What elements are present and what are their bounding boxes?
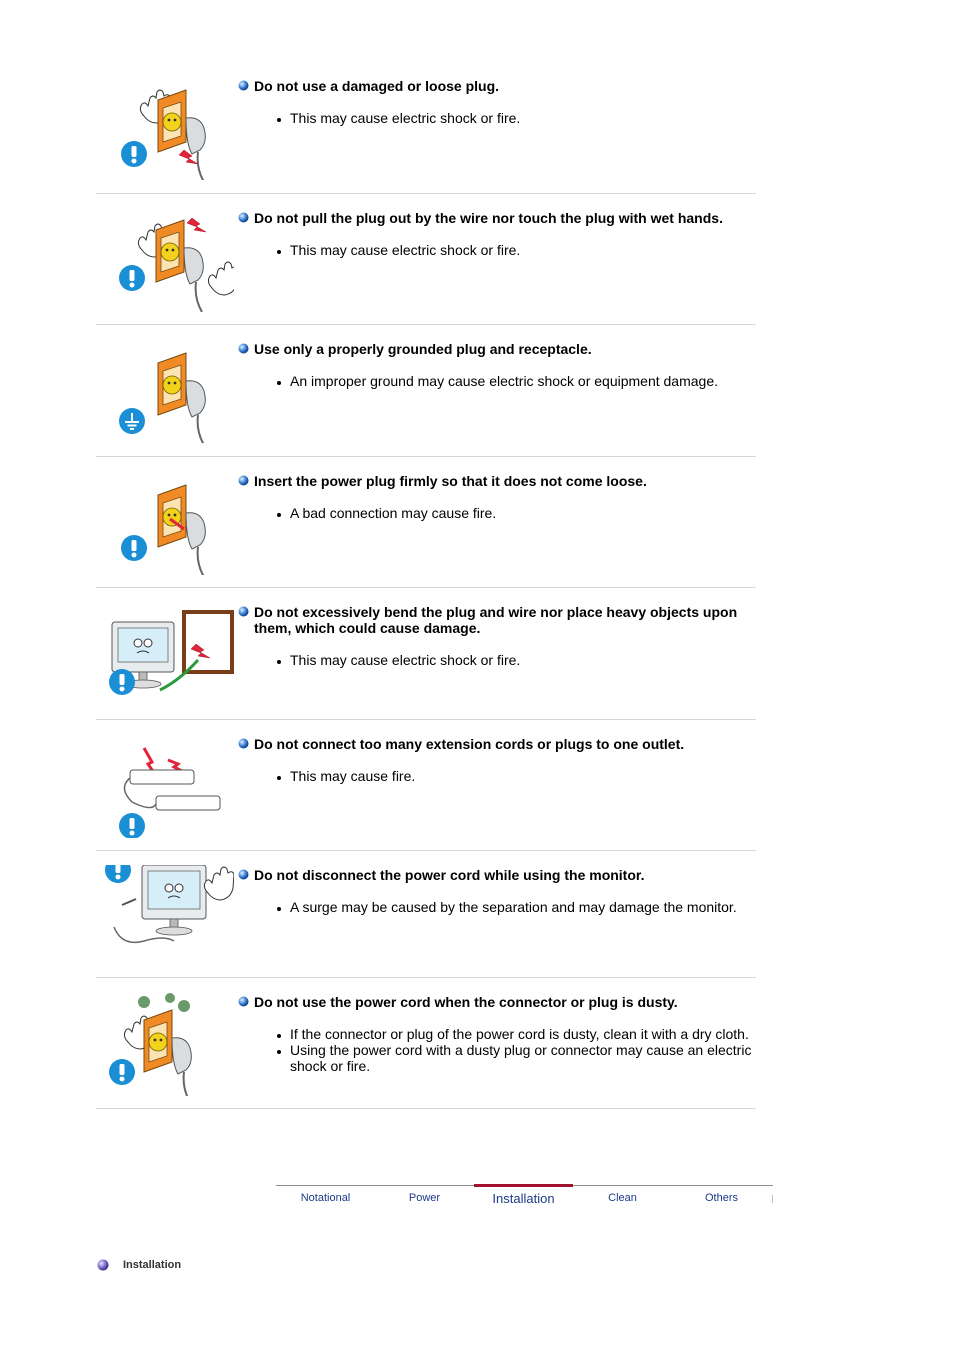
nav-tab-notational[interactable]: Notational (300, 1192, 351, 1204)
section-heading-text: Do not use the power cord when the connector or plug is dusty. (254, 994, 678, 1010)
bullet-list (238, 373, 756, 389)
blue-sphere-bullet-icon (238, 475, 249, 486)
nav-tab-installation[interactable]: Installation (474, 1184, 573, 1209)
wet-hands-plug-illustration (100, 208, 234, 312)
warning-exclamation-icon (119, 265, 145, 291)
section-content (238, 604, 756, 668)
section-heading-text: Do not pull the plug out by the wire nor touch the plug with wet hands. (254, 210, 723, 226)
section-content (238, 78, 756, 126)
nav-tab-others[interactable]: Others (704, 1192, 738, 1204)
warning-exclamation-icon (121, 535, 147, 561)
bullet-item: An improper ground may cause electric shock or equipment damage. (290, 373, 756, 389)
bullet-list (238, 505, 756, 521)
blue-sphere-bullet-icon (238, 606, 249, 617)
section-heading-text: Do not connect too many extension cords or plugs to one outlet. (254, 736, 685, 752)
bullet-list (238, 899, 756, 915)
safety-section (96, 588, 756, 720)
grounded-plug-illustration (100, 339, 234, 443)
section-heading-text: Do not excessively bend the plug and wire nor place heavy objects upon them, which could cause damage. (254, 604, 738, 636)
purple-sphere-icon (97, 1259, 109, 1271)
bullet-item: Using the power cord with a dusty plug or connector may cause an electric shock or fire. (290, 1042, 756, 1074)
nav-tab-clean[interactable]: Clean (608, 1192, 637, 1204)
section-heading-text: Use only a properly grounded plug and receptacle. (254, 341, 592, 357)
bent-cord-monitor-illustration (100, 602, 234, 706)
section-heading (238, 341, 756, 357)
section-heading (238, 604, 756, 636)
safety-section (96, 851, 756, 978)
section-heading (238, 736, 756, 752)
safety-section (96, 978, 756, 1109)
blue-sphere-bullet-icon (238, 738, 249, 749)
bottom-navigation (276, 1185, 773, 1208)
bullet-item: This may cause electric shock or fire. (290, 242, 756, 258)
safety-section (96, 720, 756, 851)
section-content (238, 867, 756, 915)
ground-symbol-icon (119, 408, 145, 434)
blue-sphere-bullet-icon (238, 212, 249, 223)
warning-exclamation-icon (109, 669, 135, 695)
blue-sphere-bullet-icon (238, 343, 249, 354)
warning-exclamation-icon (109, 1059, 135, 1085)
section-heading-text: Do not use a damaged or loose plug. (254, 78, 500, 94)
safety-section (96, 62, 756, 194)
bullet-list (238, 1026, 756, 1074)
section-heading (238, 867, 756, 883)
section-content (238, 994, 756, 1074)
section-content (238, 210, 756, 258)
bullet-item: A bad connection may cause fire. (290, 505, 756, 521)
dusty-plug-illustration (100, 992, 234, 1096)
safety-section (96, 325, 756, 457)
nav-tab-power[interactable]: Power (408, 1192, 441, 1204)
section-content (238, 736, 756, 784)
blue-sphere-bullet-icon (238, 869, 249, 880)
warning-exclamation-icon (105, 865, 131, 883)
section-heading (238, 473, 756, 489)
bullet-item: This may cause fire. (290, 768, 756, 784)
monitor-unplug-illustration (100, 865, 234, 969)
bullet-item: If the connector or plug of the power cord is dusty, clean it with a dry cloth. (290, 1026, 756, 1042)
bullet-list (238, 242, 756, 258)
footer-label: Installation (123, 1259, 182, 1271)
section-heading-text: Do not disconnect the power cord while using the monitor. (254, 867, 645, 883)
firm-plug-illustration (100, 471, 234, 575)
bullet-item: This may cause electric shock or fire. (290, 652, 756, 668)
nav-separator (772, 1195, 773, 1203)
blue-sphere-bullet-icon (238, 80, 249, 91)
section-heading (238, 210, 756, 226)
section-heading-text: Insert the power plug firmly so that it does not come loose. (254, 473, 647, 489)
safety-section (96, 194, 756, 325)
warning-exclamation-icon (121, 141, 147, 167)
warning-exclamation-icon (119, 813, 145, 838)
section-content (238, 341, 756, 389)
safety-section (96, 457, 756, 588)
safety-instructions-list (96, 62, 756, 1109)
bullet-item: This may cause electric shock or fire. (290, 110, 756, 126)
section-heading (238, 994, 756, 1010)
blue-sphere-bullet-icon (238, 996, 249, 1007)
bullet-list (238, 652, 756, 668)
section-heading (238, 78, 756, 94)
power-strip-overload-illustration (100, 734, 234, 838)
bullet-item: A surge may be caused by the separation and may damage the monitor. (290, 899, 756, 915)
bullet-list (238, 110, 756, 126)
bullet-list (238, 768, 756, 784)
damaged-plug-illustration (100, 76, 234, 180)
section-content (238, 473, 756, 521)
